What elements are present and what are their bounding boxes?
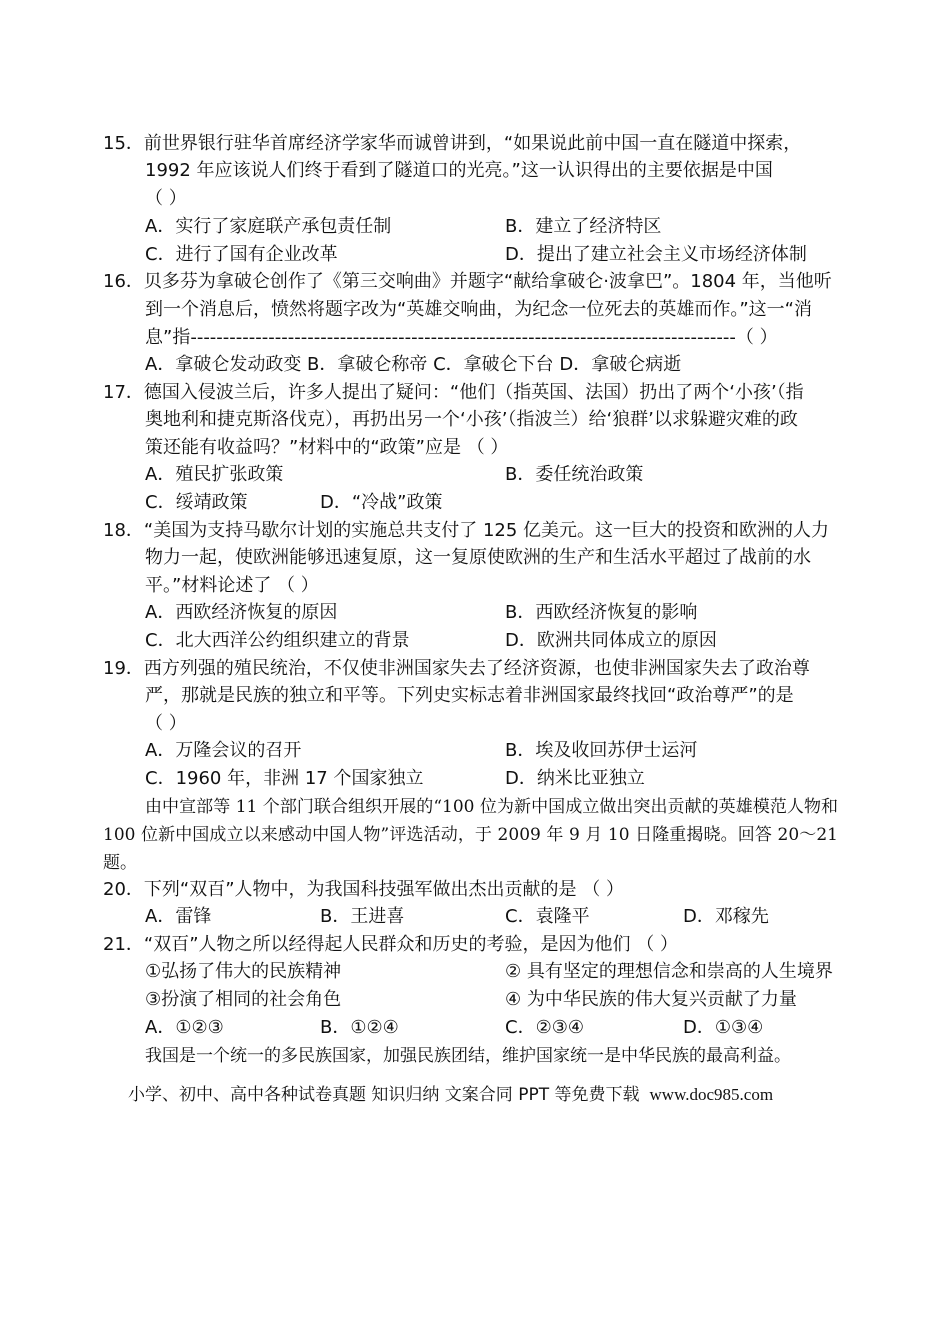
q18-option-a: A．西欧经济恢复的原因 bbox=[145, 602, 338, 623]
q17-option-b: B．委任统治政策 bbox=[505, 464, 644, 485]
q20-21-intro-paragraph: 由中宣部等 11 个部门联合组织开展的“100 位为新中国成立做出突出贡献的英雄模范人物和 100 位新中国成立以来感动中国人物”评选活动，于 2009 年 9 月 10 日隆重揭晓。回答 20～21 题。 bbox=[103, 797, 838, 873]
q17-stem-line2: 奥地利和捷克斯洛伐克），再扔出另一个‘小孩’（指波兰）给‘狼群’以求躲避灾难的政 bbox=[145, 409, 798, 430]
q17-stem-line3: 策还能有收益吗？”材料中的“政策”应是 （ ） bbox=[145, 437, 509, 458]
q19-option-b: B．埃及收回苏伊士运河 bbox=[505, 740, 698, 761]
q15-answer-bracket: （ ） bbox=[145, 188, 187, 209]
q20-option-d: D．邓稼先 bbox=[683, 906, 769, 927]
q21-statement-1: ①弘扬了伟大的民族精神 bbox=[145, 961, 342, 982]
q19-option-c: C．1960 年，非洲 17 个国家独立 bbox=[145, 768, 424, 789]
q17-option-d: D．“冷战”政策 bbox=[320, 492, 443, 513]
q21-statement-4: ④ 为中华民族的伟大复兴贡献了力量 bbox=[505, 989, 797, 1010]
q15-option-a: A．实行了家庭联产承包责任制 bbox=[145, 216, 392, 237]
q17-option-c: C．绥靖政策 bbox=[145, 492, 248, 513]
footer-text: 小学、初中、高中各种试卷真题 知识归纳 文案合同 PPT 等免费下载 bbox=[128, 1085, 640, 1105]
q19-option-a: A．万隆会议的召开 bbox=[145, 740, 302, 761]
q20-option-a: A．雷锋 bbox=[145, 906, 212, 927]
q16-options: A．拿破仑发动政变 B．拿破仑称帝 C．拿破仑下台 D．拿破仑病逝 bbox=[145, 354, 682, 375]
q18-stem-line1: 18．“美国为支持马歇尔计划的实施总共支付了 125 亿美元。这一巨大的投资和欧洲的人力 bbox=[103, 520, 830, 541]
footer-url[interactable]: www.doc985.com bbox=[649, 1085, 774, 1104]
q17-option-a: A．殖民扩张政策 bbox=[145, 464, 284, 485]
q21-option-c: C．②③④ bbox=[505, 1017, 584, 1038]
q15-option-c: C．进行了国有企业改革 bbox=[145, 244, 338, 265]
q19-stem-line1: 19．西方列强的殖民统治，不仅使非洲国家失去了经济资源，也使非洲国家失去了政治尊 bbox=[103, 658, 810, 679]
q19-answer-bracket: （ ） bbox=[145, 713, 187, 734]
closing-paragraph: 我国是一个统一的多民族国家，加强民族团结，维护国家统一是中华民族的最高利益。 bbox=[145, 1046, 791, 1066]
q15-option-b: B．建立了经济特区 bbox=[505, 216, 662, 237]
q16-stem-line3: 息”指------------------------------------------------------------------------------------（ ） bbox=[145, 327, 778, 348]
q18-option-c: C．北大西洋公约组织建立的背景 bbox=[145, 630, 410, 651]
q21-stem-line1: 21．“双百”人物之所以经得起人民群众和历史的考验，是因为他们 （ ） bbox=[103, 934, 678, 955]
q21-option-b: B．①②④ bbox=[320, 1017, 399, 1038]
q19-option-d: D．纳米比亚独立 bbox=[505, 768, 645, 789]
footer-banner bbox=[128, 1082, 773, 1108]
q18-option-d: D．欧洲共同体成立的原因 bbox=[505, 630, 717, 651]
q21-statement-3: ③扮演了相同的社会角色 bbox=[145, 989, 342, 1010]
q21-option-a: A．①②③ bbox=[145, 1017, 224, 1038]
q17-stem-line1: 17．德国入侵波兰后，许多人提出了疑问：“他们（指英国、法国）扔出了两个‘小孩’（指 bbox=[103, 382, 804, 403]
q16-stem-line1: 16．贝多芬为拿破仑创作了《第三交响曲》并题字“献给拿破仑·波拿巴”。1804 年，当他听 bbox=[103, 271, 832, 292]
q18-option-b: B．西欧经济恢复的影响 bbox=[505, 602, 698, 623]
q15-stem-line1: 15．前世界银行驻华首席经济学家华而诚曾讲到，“如果说此前中国一直在隧道中探索， bbox=[103, 133, 802, 154]
q18-stem-line2: 物力一起，使欧洲能够迅速复原，这一复原使欧洲的生产和生活水平超过了战前的水 bbox=[145, 547, 811, 568]
q21-option-d: D．①③④ bbox=[683, 1017, 764, 1038]
q15-stem-line2: 1992 年应该说人们终于看到了隧道口的光亮。”这一认识得出的主要依据是中国 bbox=[145, 160, 773, 181]
q20-stem-line1: 20．下列“双百”人物中，为我国科技强军做出杰出贡献的是 （ ） bbox=[103, 879, 624, 900]
q16-stem-line2: 到一个消息后，愤然将题字改为“英雄交响曲，为纪念一位死去的英雄而作。”这一“消 bbox=[145, 299, 812, 320]
q15-option-d: D．提出了建立社会主义市场经济体制 bbox=[505, 244, 807, 265]
q20-option-c: C．袁隆平 bbox=[505, 906, 590, 927]
q18-stem-line3: 平。”材料论述了 （ ） bbox=[145, 575, 319, 596]
q21-statement-2: ② 具有坚定的理想信念和崇高的人生境界 bbox=[505, 961, 833, 982]
q19-stem-line2: 严，那就是民族的独立和平等。下列史实标志着非洲国家最终找回“政治尊严”的是 bbox=[145, 685, 794, 706]
q20-option-b: B．王进喜 bbox=[320, 906, 405, 927]
